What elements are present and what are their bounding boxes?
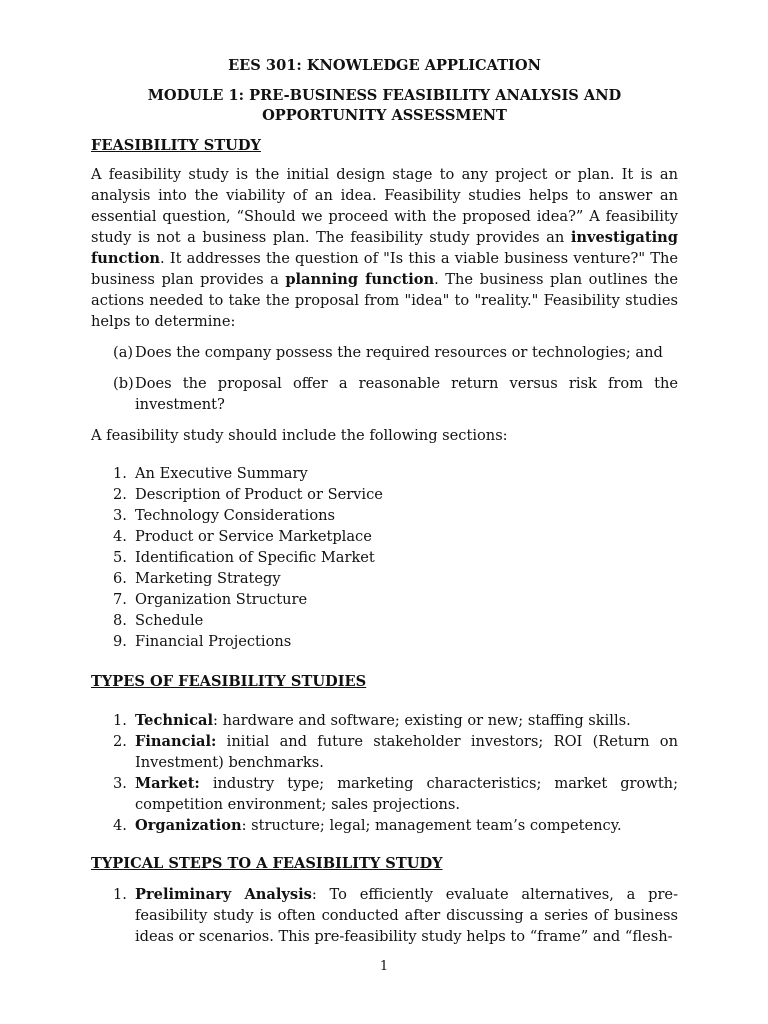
document-page [91,56,678,947]
list-item [91,710,678,731]
list-number: 4. [113,528,127,545]
question-text: Does the proposal offer a reasonable return versus risk from the investment? [135,375,678,413]
list-item [91,610,678,631]
list-item [91,815,678,836]
list-text: An Executive Summary [135,465,308,482]
list-text: Schedule [135,612,204,629]
list-term: Technical [135,712,214,729]
list-text: : structure; legal; management team’s competency. [241,817,622,834]
list-term: Financial: [135,733,217,750]
list-text: Financial Projections [135,633,292,650]
list-item [91,547,678,568]
list-term: Preliminary Analysis [135,886,312,903]
feasibility-study-heading: FEASIBILITY STUDY [91,137,261,154]
list-number: 7. [113,591,127,608]
list-text: : hardware and software; existing or new; staffing skills. [213,712,631,729]
list-number: 2. [113,486,127,503]
list-number: 8. [113,612,127,629]
list-number: 1. [113,886,127,903]
list-number: 2. [113,733,127,750]
list-text: : To efficiently evaluate alternatives, a pre-feasibility study is often conducted after discussing a series of business ideas or scenarios. This pre-feasibility study helps to “frame” and “flesh- [135,886,678,945]
list-text: Product or Service Marketplace [135,528,372,545]
sections-intro: A feasibility study should include the following sections: [91,427,508,444]
question-item-a [91,342,678,363]
question-item-b [91,373,678,415]
module-title: MODULE 1: PRE-BUSINESS FEASIBILITY ANALYSIS AND OPPORTUNITY ASSESSMENT [147,87,622,124]
list-item [91,631,678,652]
types-heading: TYPES OF FEASIBILITY STUDIES [91,673,367,690]
list-item [91,884,678,947]
sections-list [91,463,678,652]
list-number: 4. [113,817,127,834]
list-number: 3. [113,507,127,524]
list-item [91,589,678,610]
question-text: Does the company possess the required resources or technologies; and [135,344,663,361]
list-text: Identification of Specific Market [135,549,375,566]
question-label: (a) [113,344,134,361]
intro-text-3: . The business plan outlines the actions needed to take the proposal from "idea" to "reality." Feasibility studies helps to determine: [91,271,678,330]
list-text: Organization Structure [135,591,308,608]
list-item [91,731,678,773]
list-term: Market: [135,775,200,792]
types-list [91,710,678,836]
question-label: (b) [113,375,134,392]
list-text: Technology Considerations [135,507,336,524]
intro-text-1: A feasibility study is the initial design stage to any project or plan. It is an analysis into the viability of an idea. Feasibility studies helps to answer an essential question, “Should we proceed with the proposed idea?” A feasibility study is not a business plan. The feasibility study provides an [91,166,678,246]
investigating-function-term: investigating function [91,229,678,267]
list-item [91,773,678,815]
page-number: 1 [379,959,389,974]
intro-paragraph [91,164,678,332]
list-text: industry type; marketing characteristics; market growth; competition environment; sales projections. [135,775,678,813]
course-title: EES 301: KNOWLEDGE APPLICATION [228,57,541,74]
list-number: 1. [113,712,127,729]
list-item [91,568,678,589]
list-number: 1. [113,465,127,482]
list-number: 3. [113,775,127,792]
list-number: 6. [113,570,127,587]
list-item [91,505,678,526]
list-text: Description of Product or Service [135,486,383,503]
list-text: initial and future stakeholder investors; ROI (Return on Investment) benchmarks. [135,733,678,771]
list-text: Marketing Strategy [135,570,281,587]
list-number: 9. [113,633,127,650]
steps-heading: TYPICAL STEPS TO A FEASIBILITY STUDY [91,855,443,872]
planning-function-term: planning function [285,271,435,288]
steps-list [91,884,678,947]
list-item [91,463,678,484]
list-item [91,484,678,505]
intro-text-2: . It addresses the question of "Is this a viable business venture?" The business plan provides a [91,250,678,288]
list-term: Organization [135,817,242,834]
list-number: 5. [113,549,127,566]
list-item [91,526,678,547]
